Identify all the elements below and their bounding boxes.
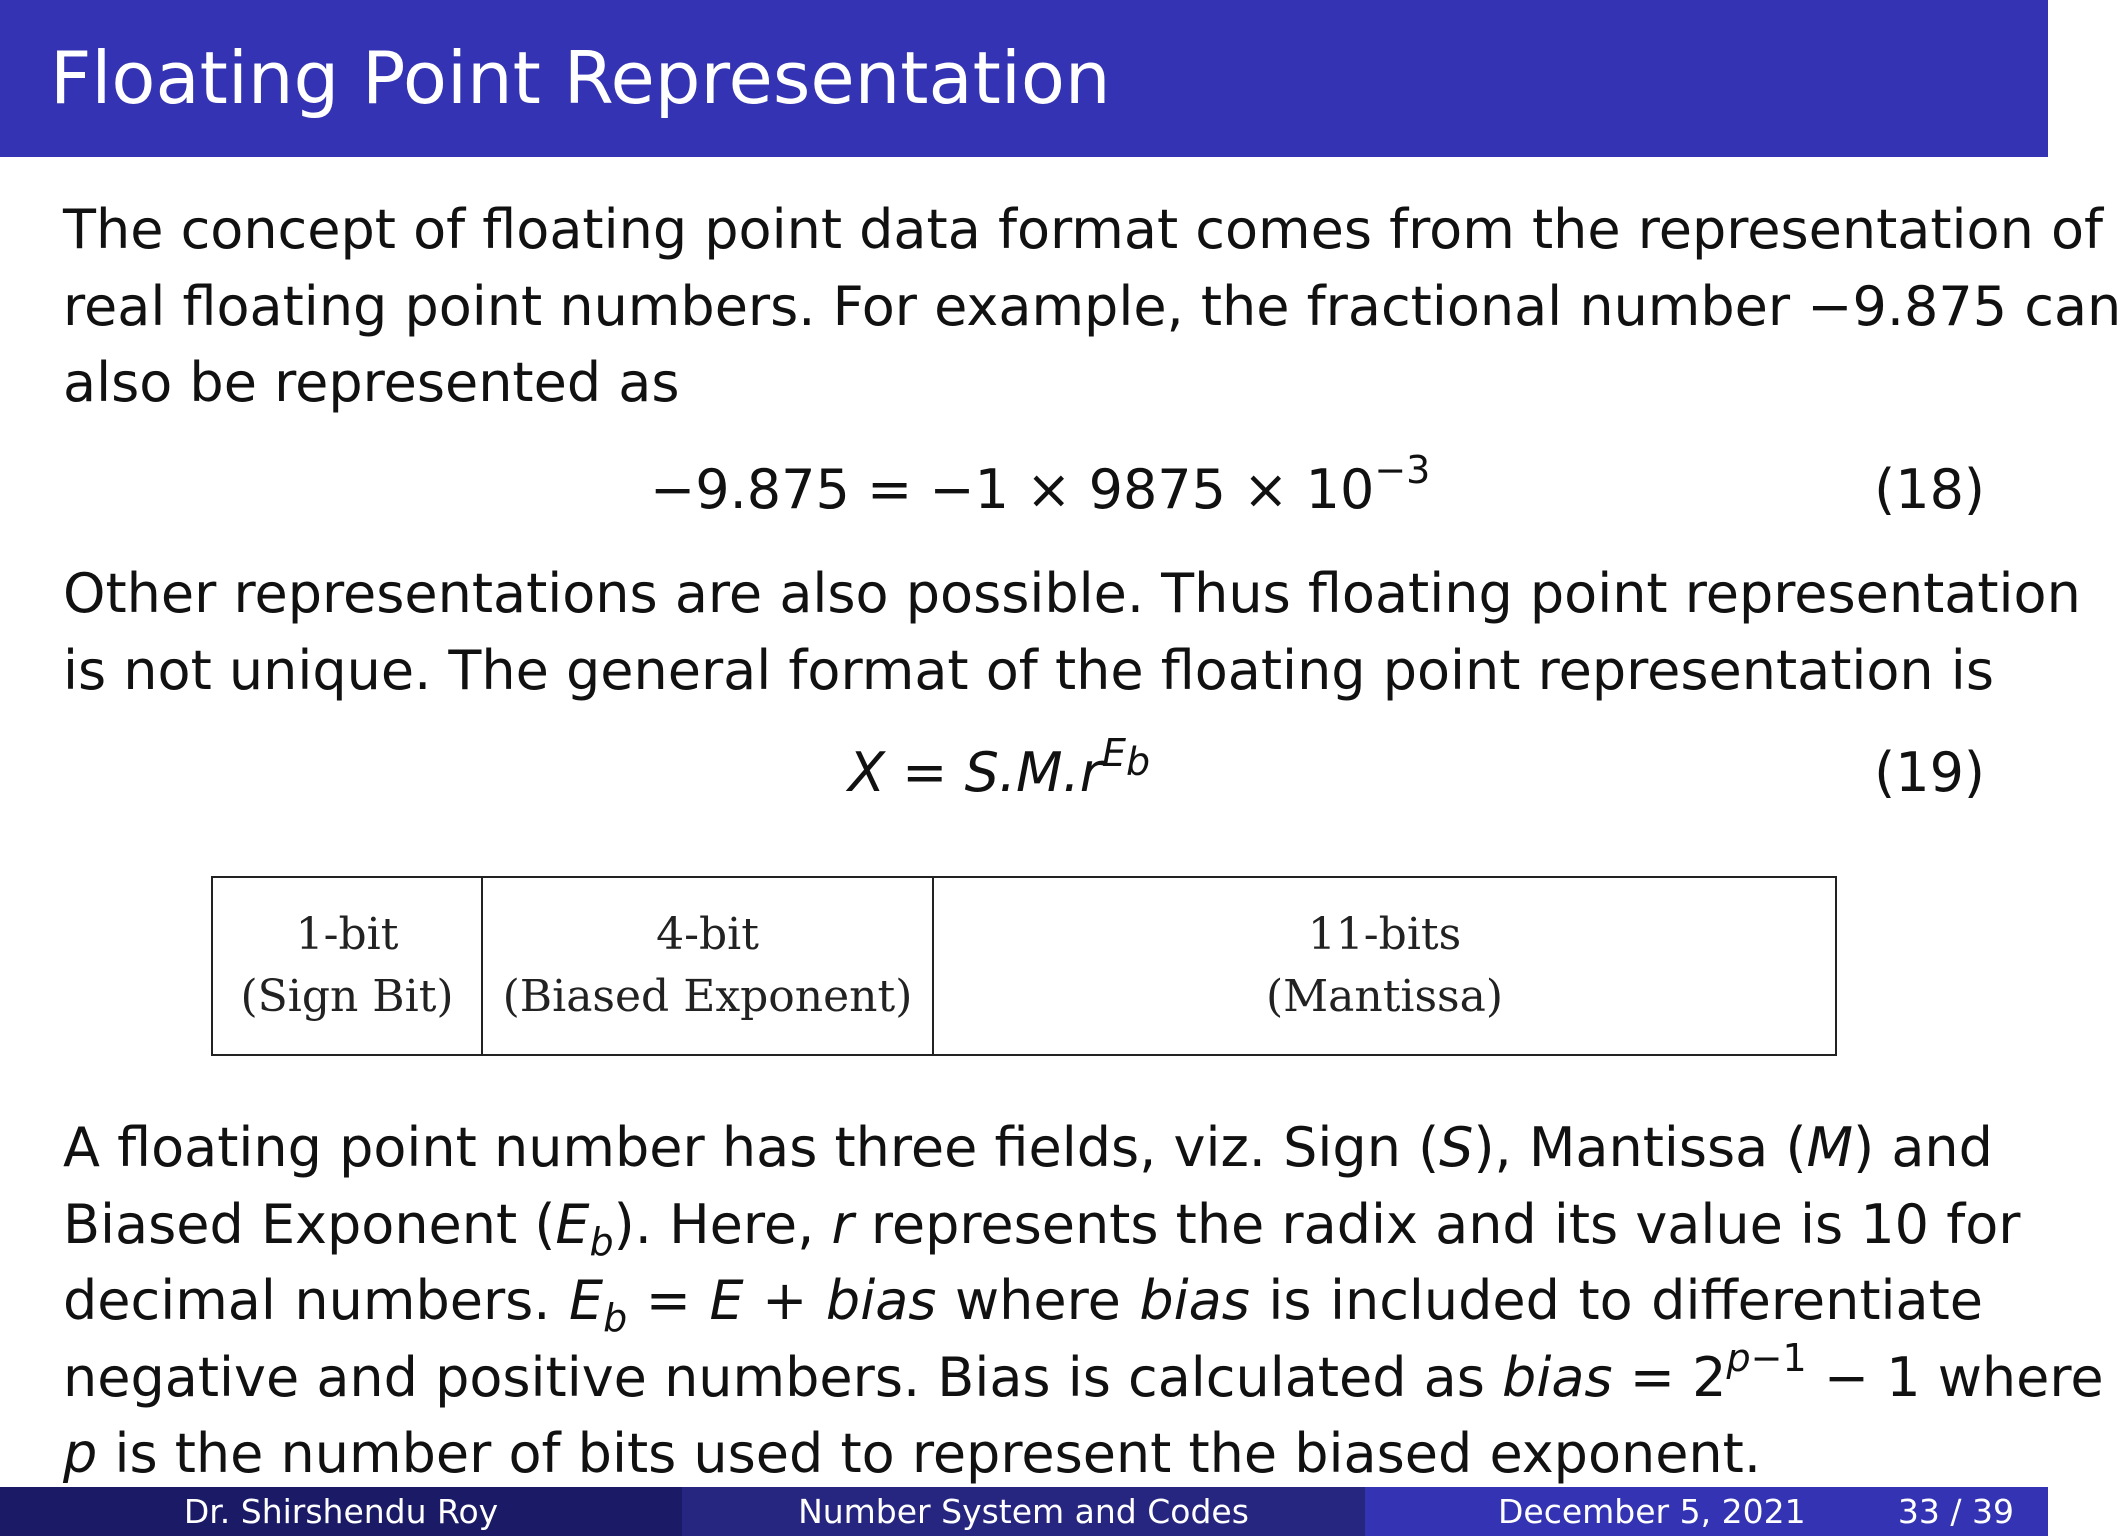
field-name: (Biased Exponent) bbox=[502, 971, 913, 1022]
paragraph-line: real floating point numbers. For example, the fractional number −9.875 can bbox=[63, 274, 2121, 338]
paragraph-line bbox=[63, 1187, 2021, 1264]
sign-bit-field bbox=[213, 878, 483, 1054]
text: + bbox=[743, 1269, 826, 1332]
paragraph-line bbox=[63, 1335, 2104, 1417]
math-var: p bbox=[63, 1422, 98, 1485]
math-sup: −1 bbox=[1750, 1335, 1807, 1380]
text: A floating point number has three fields, viz. Sign ( bbox=[63, 1116, 1440, 1179]
text: − 1 where bbox=[1806, 1345, 2104, 1409]
equation-number: (18) bbox=[1874, 458, 1985, 521]
text: negative and positive numbers. Bias is calculated as bbox=[63, 1345, 1503, 1409]
text: represents the radix and its value is 10 for bbox=[853, 1192, 2021, 1256]
footer-right bbox=[1365, 1487, 2048, 1536]
equation-lhs: −9.875 = −1 × 9875 × 10 bbox=[650, 458, 1375, 521]
text: ) and bbox=[1853, 1116, 1993, 1179]
paragraph-line: Other representations are also possible. Thus floating point representation bbox=[63, 562, 2081, 625]
paragraph-line: is not unique. The general format of the floating point representation is bbox=[63, 638, 1994, 702]
text: = bbox=[627, 1269, 710, 1332]
footer-author: Dr. Shirshendu Roy bbox=[0, 1487, 682, 1536]
equation-number: (19) bbox=[1874, 741, 1985, 804]
paragraph-line: The concept of floating point data format comes from the representation of bbox=[63, 198, 2104, 261]
math-var: E bbox=[568, 1269, 604, 1332]
equation-body bbox=[650, 448, 1431, 521]
equation-exponent: −3 bbox=[1374, 448, 1431, 492]
paragraph-general-format bbox=[63, 556, 2081, 709]
text: ). Here, bbox=[613, 1192, 832, 1256]
math-var: bias bbox=[1139, 1269, 1250, 1332]
math-var: E bbox=[709, 1269, 744, 1332]
mantissa-field bbox=[934, 878, 1835, 1054]
paragraph-line bbox=[63, 1416, 1983, 1493]
biased-exponent-field bbox=[483, 878, 934, 1054]
math-var: E bbox=[555, 1192, 590, 1256]
footer-course: Number System and Codes bbox=[682, 1487, 1365, 1536]
text: decimal numbers. bbox=[63, 1269, 569, 1332]
math-var: bias bbox=[825, 1269, 937, 1332]
math-var: M bbox=[1806, 1116, 1854, 1179]
equation-lhs: X = S.M.r bbox=[848, 741, 1102, 804]
equation-exponent-sub: b bbox=[1125, 739, 1151, 784]
math-var: S bbox=[1439, 1116, 1474, 1179]
math-sup-var: p bbox=[1726, 1335, 1751, 1380]
text: where bbox=[936, 1269, 1140, 1332]
paragraph-intro bbox=[63, 192, 2121, 422]
paragraph-fields bbox=[63, 1110, 2104, 1493]
text: = 2 bbox=[1612, 1345, 1727, 1409]
footer-bar bbox=[0, 1487, 2048, 1536]
text: is the number of bits used to represent the biased exponent. bbox=[97, 1422, 1761, 1485]
math-sub: b bbox=[589, 1219, 614, 1264]
footer-date: December 5, 2021 bbox=[1498, 1492, 1806, 1531]
text: is included to differentiate bbox=[1249, 1269, 1984, 1332]
text: Biased Exponent ( bbox=[63, 1192, 556, 1256]
equation-body bbox=[848, 731, 1151, 804]
math-var: bias bbox=[1502, 1345, 1613, 1409]
slide-title: Floating Point Representation bbox=[50, 36, 1111, 120]
footer-page-number: 33 / 39 bbox=[1897, 1492, 2014, 1531]
math-sub: b bbox=[603, 1295, 628, 1340]
text: ), Mantissa ( bbox=[1473, 1116, 1807, 1179]
field-name: (Sign Bit) bbox=[240, 971, 454, 1022]
field-size: 4-bit bbox=[656, 909, 759, 960]
field-size: 1-bit bbox=[295, 909, 399, 960]
paragraph-line bbox=[63, 1263, 1983, 1340]
paragraph-line: also be represented as bbox=[63, 351, 680, 414]
math-var: r bbox=[831, 1192, 854, 1256]
title-bar bbox=[0, 0, 2048, 157]
field-name: (Mantissa) bbox=[1265, 971, 1504, 1022]
equation-exponent: E bbox=[1101, 731, 1126, 775]
field-size: 11-bits bbox=[1307, 909, 1462, 960]
paragraph-line bbox=[63, 1110, 1993, 1187]
float-format-table bbox=[211, 876, 1837, 1056]
